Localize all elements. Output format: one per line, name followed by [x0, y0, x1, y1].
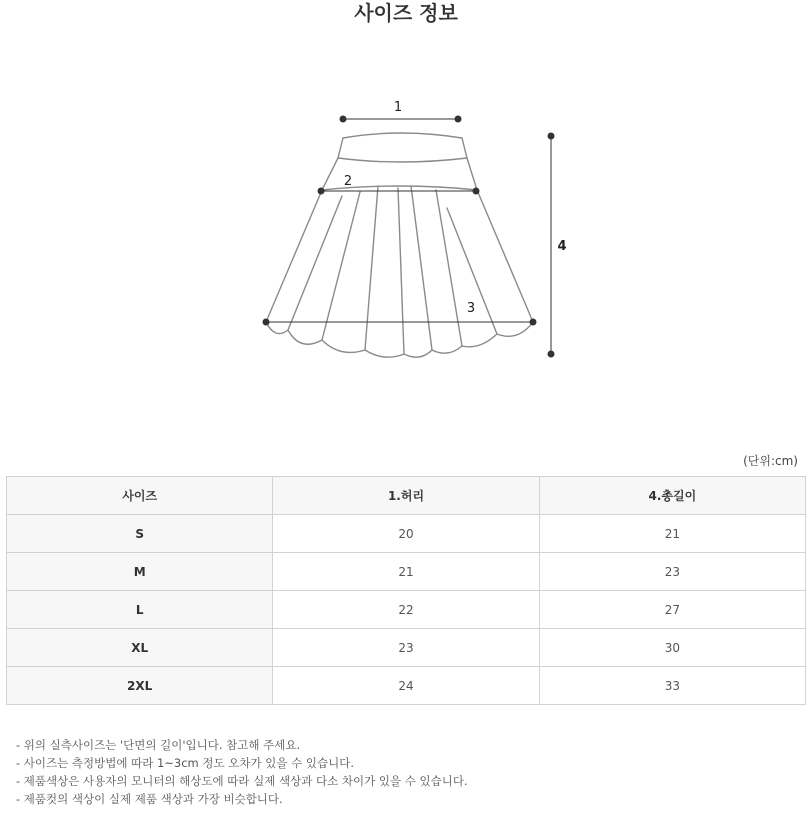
unit-label: (단위:cm) [743, 454, 798, 468]
column-header-size: 사이즈 [7, 477, 273, 515]
table-row [7, 667, 806, 705]
waist-cell: 22 [273, 591, 539, 629]
size-cell: S [7, 515, 273, 553]
total-length-cell: 27 [539, 591, 805, 629]
total-length-cell: 21 [539, 515, 805, 553]
table-row [7, 515, 806, 553]
measure-dot [548, 133, 554, 139]
table-row [7, 591, 806, 629]
waist-cell: 23 [273, 629, 539, 667]
measure-label-3: 3 [466, 301, 476, 316]
table-row [7, 629, 806, 667]
measure-dot [473, 188, 479, 194]
skirt-outline [266, 133, 533, 357]
size-cell: M [7, 553, 273, 591]
note-item: - 위의 실측사이즈는 '단면의 길이'입니다. 참고해 주세요. [16, 738, 301, 752]
size-cell: 2XL [7, 667, 273, 705]
notes-list [16, 736, 468, 808]
note-item: - 제품색상은 사용자의 모니터의 해상도에 따라 실제 색상과 다소 차이가 있을 수 있습니다. [16, 774, 468, 788]
size-table [6, 476, 806, 705]
measure-dot [263, 319, 269, 325]
waist-cell: 24 [273, 667, 539, 705]
column-header-waist: 1.허리 [273, 477, 539, 515]
page-title: 사이즈 정보 [354, 1, 458, 25]
size-cell: XL [7, 629, 273, 667]
total-length-cell: 30 [539, 629, 805, 667]
measure-lines [263, 116, 554, 357]
measure-dot [340, 116, 346, 122]
measure-dot [530, 319, 536, 325]
total-length-cell: 33 [539, 667, 805, 705]
column-header-total-length: 4.총길이 [539, 477, 805, 515]
note-item: - 제품컷의 색상이 실제 제품 색상과 가장 비슷합니다. [16, 792, 283, 806]
measure-label-1: 1 [393, 100, 403, 115]
table-row [7, 553, 806, 591]
size-cell: L [7, 591, 273, 629]
measure-label-4: 4 [557, 239, 567, 254]
table-header-row [7, 477, 806, 515]
measure-dot [455, 116, 461, 122]
measure-dot [318, 188, 324, 194]
waist-cell: 20 [273, 515, 539, 553]
waist-cell: 21 [273, 553, 539, 591]
measure-dot [548, 351, 554, 357]
note-item: - 사이즈는 측정방법에 따라 1~3cm 정도 오차가 있을 수 있습니다. [16, 756, 355, 770]
total-length-cell: 23 [539, 553, 805, 591]
measure-label-2: 2 [343, 174, 353, 189]
